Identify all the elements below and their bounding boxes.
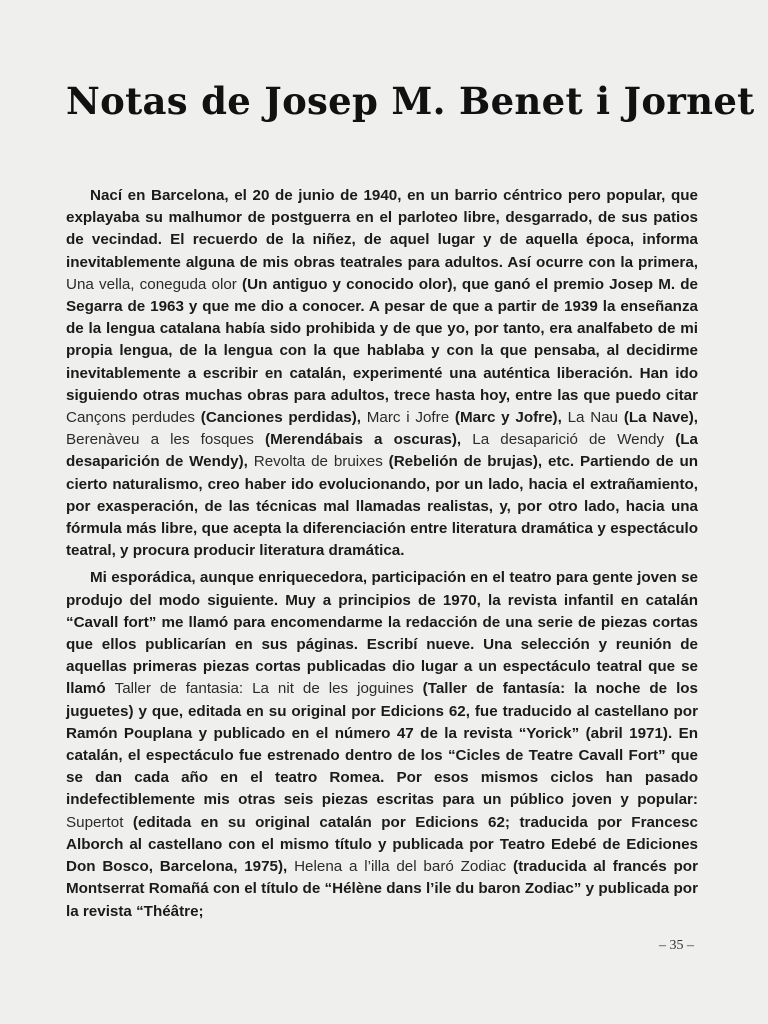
work-title-text: La desaparició de Wendy [472,431,665,449]
work-title-text: La Nau [567,409,619,427]
work-title-text: Revolta de bruixes [253,453,383,471]
work-title-text: Helena a l’illa del baró Zodiac [294,858,507,876]
page-title: Notas de Josep M. Benet i Jornet [66,79,755,123]
work-title-text: Marc i Jofre [366,409,450,427]
page-number: – 35 – [659,938,694,953]
work-title-text: Supertot [66,813,124,831]
body-text-segment: (Un antiguo y conocido olor), que ganó el premio Josep M. de Segarra de 1963 y que me dio a conocer. A pesar de que a partir de 1939 la enseñanza de la lengua catalana había sido prohibida y de que yo, por tanto, era analfabeto de mi propia lengua, de la lengua con la que hablaba y con la que pensaba, al decidirme inevitablemente a escribir en catalán, experimenté una auténtica liberación. Han ido siguiendo otras muchas obras para adultos, trece hasta hoy, entre las que puedo citar [66,275,698,404]
work-title-text: Berenàveu a les fosques [66,431,254,449]
paragraph-2 [66,567,698,922]
body-text-segment: (La Nave), [618,409,698,427]
body-text-segment: (Marc y Jofre), [449,409,568,427]
body-text-segment: (Canciones perdidas), [195,409,367,427]
body-text-segment: (Taller de fantasía: la noche de los juguetes) y que, editada en su original por Edicions 62, fue traducido al castellano por Ramón Pouplana y publicado en el número 47 de la revista “Yorick” (abril 1971). En catalán, el espectáculo fue estrenado dentro de los “Cicles de Teatre Cavall Fort” que se dan cada año en el teatro Romea. Por esos mismos ciclos han pasado indefectiblemente mis otras seis piezas escritas para un público joven y popular: [66,680,699,809]
body-text-segment: (La desaparición de Wendy), [66,431,698,471]
work-title-text: Cançons perdudes [66,409,196,427]
paragraph-1 [66,185,698,562]
body-text-segment: (Merendábais a oscuras), [253,431,473,449]
article-body [66,185,698,928]
work-title-text: Una vella, coneguda olor [66,275,237,293]
body-text-segment: (Rebelión de brujas), etc. Partiendo de un cierto naturalismo, creo haber ido evolucionando, por un lado, hacia el extrañamiento, por exasperación, de las técnicas mal llamadas realistas, y, por otro lado, hacia una fórmula más libre, que acepta la diferenciación entre literatura dramática y espectáculo teatral, y procura producir literatura dramática. [66,453,698,560]
body-text-segment: Nací en Barcelona, el 20 de junio de 1940, en un barrio céntrico pero popular, que explayaba su malhumor de postguerra en el parloteo libre, desgarrado, de sus patios de vecindad. El recuerdo de la niñez, de aquel lugar y de aquella época, informa inevitablemente alguna de mis obras teatrales para adultos. Así ocurre con la primera, [66,187,698,271]
body-text-segment: (traducida al francés por Montserrat Romañá con el título de “Hélène dans l’ile du baron Zodiac” y publicada por la revista “Théâtre; [66,858,698,920]
body-text-segment: (editada en su original catalán por Edicions 62; traducida por Francesc Alborch al castellano con el mismo título y publicada por Teatro Edebé de Ediciones Don Bosco, Barcelona, 1975), [66,813,698,876]
work-title-text: Taller de fantasia: La nit de les joguines [114,680,414,698]
body-text-segment: Mi esporádica, aunque enriquecedora, participación en el teatro para gente joven se produjo del modo siguiente. Muy a principios de 1970, la revista infantil en catalán “Cavall fort” me llamó para encomendarme la redacción de una serie de piezas cortas que ellos publicarían en sus páginas. Escribí nueve. Una selección y reunión de aquellas primeras piezas cortas publicadas dio lugar a un espectáculo teatral que se llamó [66,569,698,698]
